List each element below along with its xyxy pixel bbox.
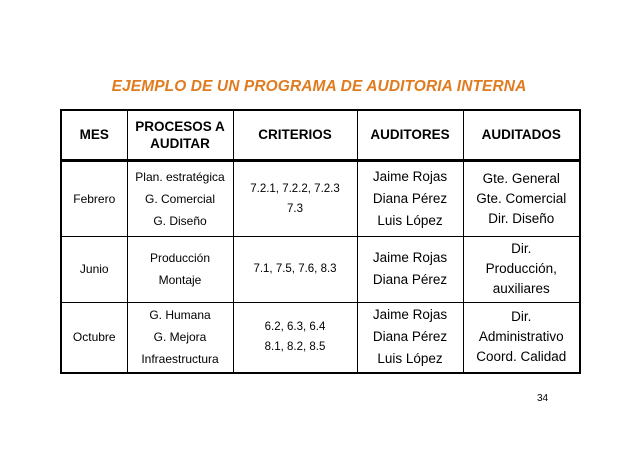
header-criterios: CRITERIOS <box>233 110 357 160</box>
cell-line: G. Diseño <box>153 213 207 228</box>
cell-line: Luis López <box>377 351 443 367</box>
cell-line: 7.2.1, 7.2.2, 7.2.3 <box>250 182 340 195</box>
cell-auditores <box>357 236 463 302</box>
cell-line: Coord. Calidad <box>476 349 567 365</box>
cell-line: 6.2, 6.3, 6.4 <box>264 321 326 334</box>
header-procesos-line-2: AUDITAR <box>150 135 210 151</box>
table-row <box>61 160 580 236</box>
cell-auditados <box>463 236 580 302</box>
header-procesos <box>127 110 233 160</box>
cell-line: Diana Pérez <box>372 329 448 345</box>
slide-title: EJEMPLO DE UN PROGRAMA DE AUDITORIA INTERNA <box>111 78 527 95</box>
cell-line: Dir. Diseño <box>488 210 555 226</box>
cell-procesos <box>127 302 233 373</box>
cell-line: auxiliares <box>492 281 550 296</box>
cell-auditores <box>357 160 463 236</box>
cell-line: G. Humana <box>149 308 211 323</box>
cell-criterios <box>233 302 357 373</box>
cell-line: Gte. Comercial <box>476 190 567 206</box>
cell-line: Luis López <box>377 212 443 228</box>
header-row <box>61 110 580 160</box>
cell-line: 7.3 <box>287 202 303 215</box>
cell-line: Dir. <box>511 241 532 256</box>
header-auditados: AUDITADOS <box>463 110 580 160</box>
cell-mes: Junio <box>61 236 127 302</box>
header-auditores: AUDITORES <box>357 110 463 160</box>
audit-program-table <box>60 109 581 374</box>
table-row <box>61 302 580 373</box>
cell-auditados <box>463 160 580 236</box>
cell-line: 8.1, 8.2, 8.5 <box>264 341 326 354</box>
page-number: 34 <box>537 393 549 404</box>
cell-line: Producción <box>149 251 211 265</box>
header-mes: MES <box>61 110 127 160</box>
cell-line: G. Mejora <box>153 330 207 345</box>
cell-criterios <box>233 236 357 302</box>
cell-auditados <box>463 302 580 373</box>
cell-line: Plan. estratégica <box>135 169 225 184</box>
cell-auditores <box>357 302 463 373</box>
cell-line: Jaime Rojas <box>372 168 448 184</box>
cell-line: Gte. General <box>482 170 560 186</box>
cell-line: Diana Pérez <box>372 190 448 206</box>
cell-mes: Octubre <box>61 302 127 373</box>
cell-line: Dir. <box>511 309 532 325</box>
cell-criterios <box>233 160 357 236</box>
cell-line: Infraestructura <box>141 352 219 367</box>
cell-line: Jaime Rojas <box>372 250 448 265</box>
cell-procesos <box>127 236 233 302</box>
cell-line: 7.1, 7.5, 7.6, 8.3 <box>253 263 337 275</box>
header-procesos-line-1: PROCESOS A <box>135 118 225 134</box>
table-row <box>61 236 580 302</box>
cell-procesos <box>127 160 233 236</box>
cell-line: G. Comercial <box>144 191 215 206</box>
cell-line: Diana Pérez <box>372 272 448 287</box>
cell-line: Montaje <box>158 273 202 287</box>
cell-line: Jaime Rojas <box>372 307 448 323</box>
cell-line: Producción, <box>485 261 557 276</box>
cell-line: Administrativo <box>478 329 564 345</box>
cell-mes: Febrero <box>61 160 127 236</box>
